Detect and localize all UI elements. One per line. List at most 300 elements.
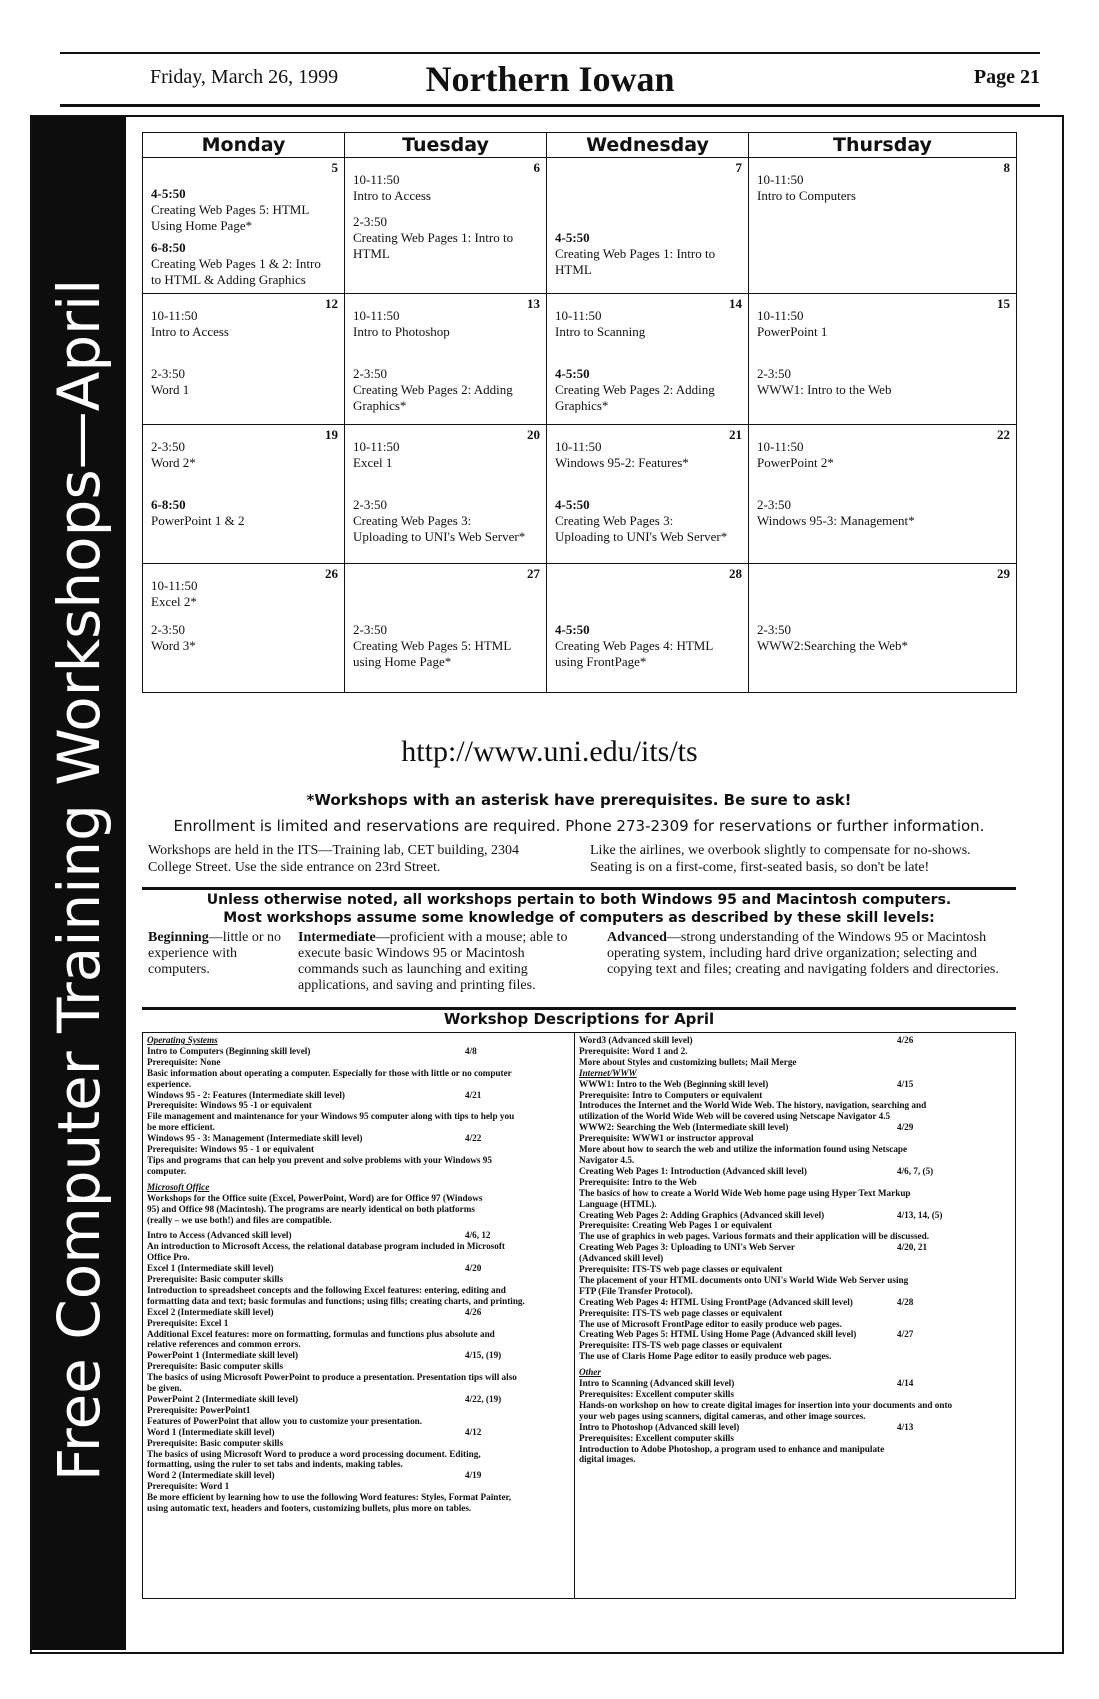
session-dates: 4/12	[465, 1426, 482, 1437]
calendar-week-row	[143, 294, 1017, 425]
session-time: 2-3:50	[353, 366, 387, 381]
workshop-session	[757, 366, 998, 398]
session-title: Intro to Access	[353, 188, 431, 203]
description-line	[579, 1177, 1011, 1188]
description-text: (Advanced skill level)	[579, 1253, 664, 1264]
category-heading	[579, 1367, 1011, 1378]
session-title: Creating Web Pages 4: HTML using FrontPage*	[555, 638, 713, 669]
skill-advanced	[607, 930, 1007, 978]
description-text: Prerequisite: Creating Web Pages 1 or equivalent	[579, 1220, 773, 1231]
description-text: Prerequisite: PowerPoint1	[147, 1404, 251, 1415]
session-time: 10-11:50	[757, 439, 804, 454]
session-time: 10-11:50	[353, 172, 400, 187]
description-text: Creating Web Pages 5: HTML Using Home Page (Advanced skill level)	[579, 1329, 857, 1340]
description-text: Internet/WWW	[579, 1067, 637, 1078]
description-text: Intro to Photoshop (Advanced skill level)	[579, 1421, 740, 1432]
description-text: utilization of the World Wide Web will be covered using Netscape Navigator 4.5	[579, 1111, 891, 1122]
calendar-day-cell	[345, 425, 547, 564]
day-number: 8	[1003, 160, 1010, 175]
day-number: 22	[997, 427, 1010, 442]
description-line	[147, 1405, 570, 1416]
description-text: Basic information about operating a computer. Especially for those with little or no computer	[147, 1067, 512, 1078]
description-text: The basics of how to create a World Wide Web home page using Hyper Text Markup	[579, 1187, 911, 1198]
workshop-session	[151, 186, 326, 234]
description-line	[147, 1449, 570, 1460]
description-line	[147, 1459, 570, 1470]
workshop-session	[555, 308, 730, 340]
session-title: PowerPoint 1	[757, 324, 828, 339]
description-line	[579, 1253, 1011, 1264]
description-text: Prerequisite: ITS-TS web page classes or equivalent	[579, 1340, 783, 1351]
workshop-session	[757, 308, 998, 340]
description-line	[579, 1144, 1011, 1155]
skill-name: Beginning	[148, 930, 209, 945]
issue-date: Friday, March 26, 1999	[150, 66, 339, 88]
description-line	[147, 1252, 570, 1263]
description-line	[147, 1204, 570, 1215]
description-line	[579, 1340, 1011, 1351]
session-time: 10-11:50	[757, 308, 804, 323]
session-title: Creating Web Pages 5: HTML Using Home Page*	[151, 202, 309, 233]
description-text: Excel 2 (Intermediate skill level)	[147, 1306, 274, 1317]
day-number: 5	[331, 160, 338, 175]
description-text: The placement of your HTML documents onto UNI's World Wide Web Server using	[579, 1274, 909, 1285]
description-text: Creating Web Pages 3: Uploading to UNI's Web Server	[579, 1242, 795, 1253]
description-text: Prerequisite: Excel 1	[147, 1317, 229, 1328]
description-text: Be more efficient by learning how to use the following Word features: Styles, Format Painter,	[147, 1492, 512, 1503]
calendar-week-row	[143, 564, 1017, 693]
workshop-session	[353, 622, 528, 670]
skill-text: —little or no experience with computers.	[148, 930, 282, 977]
description-text: Introduces the Internet and the World Wide Web. The history, navigation, searching and	[579, 1100, 927, 1111]
description-text: More about how to search the web and utilize the information found using Netscape	[579, 1144, 908, 1155]
description-text: File management and maintenance for your Windows 95 computer along with tips to help you	[147, 1111, 515, 1122]
description-text: Tips and programs that can help you prevent and solve problems with your Windows 95	[147, 1154, 492, 1165]
descriptions-title: Workshop Descriptions for April	[443, 1010, 715, 1028]
description-text: Prerequisite: ITS-TS web page classes or equivalent	[579, 1307, 783, 1318]
description-text: Introduction to spreadsheet concepts and the following Excel features: entering, editing and	[147, 1284, 506, 1295]
workshop-calendar	[142, 132, 1017, 693]
description-line	[147, 1090, 570, 1101]
session-time: 10-11:50	[353, 439, 400, 454]
description-text: Prerequisite: Intro to Computers or equivalent	[579, 1089, 763, 1100]
description-line	[579, 1286, 1011, 1297]
session-title: Word 3*	[151, 638, 196, 653]
workshop-session	[353, 172, 528, 204]
calendar-day-cell	[547, 425, 749, 564]
masthead	[60, 52, 1040, 107]
description-text: The use of Claris Home Page editor to easily produce web pages.	[579, 1351, 832, 1362]
description-text: Creating Web Pages 1: Introduction (Advanced skill level)	[579, 1165, 807, 1176]
session-dates: 4/19	[465, 1470, 482, 1481]
description-line	[147, 1394, 570, 1405]
description-line	[579, 1389, 1011, 1400]
description-text: The basics of using Microsoft Word to produce a word processing document. Editing,	[147, 1448, 481, 1459]
session-dates: 4/15, (19)	[465, 1350, 502, 1361]
description-text: Excel 1 (Intermediate skill level)	[147, 1263, 274, 1274]
description-text: Workshops for the Office suite (Excel, PowerPoint, Word) are for Office 97 (Windows	[147, 1192, 483, 1203]
description-text: Prerequisites: Excellent computer skills	[579, 1432, 734, 1443]
session-time: 10-11:50	[151, 308, 198, 323]
description-line	[579, 1454, 1011, 1465]
description-text: PowerPoint 2 (Intermediate skill level)	[147, 1394, 299, 1404]
session-time: 4-5:50	[555, 622, 590, 637]
skill-name: Intermediate	[298, 930, 376, 945]
description-text: Prerequisite: None	[147, 1056, 221, 1067]
skill-text: —proficient with a mouse; able to execute basic Windows 95 or Macintosh commands such as launching and exiting applications, and saving and printing files.	[298, 930, 568, 993]
description-line	[147, 1492, 570, 1503]
session-time: 2-3:50	[353, 622, 387, 637]
session-time: 10-11:50	[555, 439, 602, 454]
session-dates: 4/26	[897, 1035, 914, 1045]
location-note: Workshops are held in the ITS—Training lab, CET building, 2304 College Street. Use the side entrance on 23rd Street.	[148, 843, 520, 875]
description-line	[147, 1481, 570, 1492]
calendar-header-row	[143, 133, 1017, 158]
description-line	[147, 1372, 570, 1383]
session-dates: 4/29	[897, 1122, 914, 1133]
session-time: 2-3:50	[757, 622, 791, 637]
description-line	[579, 1297, 1011, 1308]
calendar-week-row	[143, 425, 1017, 564]
description-line	[579, 1351, 1011, 1362]
description-text: Navigator 4.5.	[579, 1154, 635, 1165]
day-number: 21	[729, 427, 742, 442]
day-number: 13	[527, 296, 540, 311]
description-line	[579, 1264, 1011, 1275]
description-text: Language (HTML).	[579, 1198, 657, 1209]
description-text: your web pages using scanners, digital cameras, and other image sources.	[579, 1410, 866, 1421]
description-line	[147, 1166, 570, 1177]
description-text: Intro to Access (Advanced skill level)	[147, 1230, 292, 1241]
calendar-day-cell	[143, 158, 345, 294]
session-time: 6-8:50	[151, 497, 186, 512]
description-line	[147, 1046, 570, 1057]
day-number: 19	[325, 427, 338, 442]
session-time: 2-3:50	[353, 497, 387, 512]
description-line	[579, 1210, 1011, 1221]
description-text: Operating Systems	[147, 1035, 218, 1045]
description-line	[147, 1438, 570, 1449]
description-text: Prerequisite: Basic computer skills	[147, 1361, 284, 1372]
description-line	[147, 1416, 570, 1427]
session-time: 10-11:50	[353, 308, 400, 323]
session-title: Windows 95-3: Management*	[757, 513, 915, 528]
session-dates: 4/8	[465, 1045, 477, 1056]
description-text: digital images.	[579, 1454, 636, 1465]
day-number: 12	[325, 296, 338, 311]
divider	[142, 887, 1016, 890]
workshop-session	[151, 366, 326, 398]
description-text: formatting data and text; basic formulas and functions; using fills; creating charts, and printing.	[147, 1295, 525, 1306]
description-text: Prerequisite: Windows 95 - 1 or equivalent	[147, 1144, 315, 1155]
description-text: Prerequisite: Basic computer skills	[147, 1274, 284, 1285]
description-line	[147, 1274, 570, 1285]
session-title: WWW2:Searching the Web*	[757, 638, 909, 653]
description-line	[579, 1122, 1011, 1133]
skill-beginning	[148, 930, 286, 978]
calendar-day-cell	[749, 425, 1017, 564]
description-text: Additional Excel features: more on formatting, formulas and functions plus absolute and	[147, 1328, 495, 1339]
workshop-session	[555, 497, 730, 545]
description-text: Word 1 (Intermediate skill level)	[147, 1426, 275, 1437]
session-title: Creating Web Pages 3: Uploading to UNI's Web Server*	[353, 513, 526, 544]
session-title: Excel 1	[353, 455, 393, 470]
day-number: 28	[729, 566, 742, 581]
description-line	[579, 1433, 1011, 1444]
workshop-session	[151, 308, 326, 340]
description-text: Prerequisite: Word 1	[147, 1481, 230, 1492]
description-line	[579, 1231, 1011, 1242]
description-line	[147, 1241, 570, 1252]
session-time: 4-5:50	[555, 230, 590, 245]
description-text: formatting, using the ruler to set tabs and indents, making tables.	[147, 1459, 403, 1470]
description-text: The use of graphics in web pages. Various formats and their application will be discussed.	[579, 1231, 930, 1242]
session-time: 6-8:50	[151, 240, 186, 255]
page-number: Page 21	[973, 66, 1040, 88]
day-number: 29	[997, 566, 1010, 581]
calendar-day-cell	[345, 294, 547, 425]
description-line	[579, 1220, 1011, 1231]
session-dates: 4/20	[465, 1263, 482, 1274]
description-line	[147, 1122, 570, 1133]
workshop-session	[353, 308, 528, 340]
descriptions-left-column	[142, 1032, 575, 1599]
category-heading	[579, 1068, 1011, 1079]
session-title: Creating Web Pages 2: Adding Graphics*	[353, 382, 513, 413]
description-line	[147, 1503, 570, 1514]
description-text: Office Pro.	[147, 1252, 190, 1263]
description-line	[579, 1111, 1011, 1122]
session-time: 2-3:50	[151, 622, 185, 637]
description-text: Prerequisite: Intro to the Web	[579, 1176, 697, 1187]
description-text: relative references and common errors.	[147, 1339, 301, 1350]
description-line	[147, 1057, 570, 1068]
description-line	[579, 1155, 1011, 1166]
day-number: 26	[325, 566, 338, 581]
sidebar-title: Free Computer Training Workshops—April	[45, 278, 113, 1482]
description-text: Features of PowerPoint that allow you to customize your presentation.	[147, 1415, 423, 1426]
session-dates: 4/13, 14, (5)	[897, 1209, 943, 1220]
description-line	[579, 1188, 1011, 1199]
session-title: Word 2*	[151, 455, 196, 470]
session-dates: 4/22	[465, 1133, 482, 1144]
description-text: Prerequisite: Basic computer skills	[147, 1437, 284, 1448]
session-dates: 4/26	[465, 1306, 482, 1317]
description-line	[147, 1079, 570, 1090]
description-line	[147, 1427, 570, 1438]
description-text: Hands-on workshop on how to create digital images for insertion into your documents and onto	[579, 1399, 953, 1410]
workshop-session	[757, 622, 998, 654]
descriptions-right-column	[575, 1032, 1016, 1599]
description-line	[147, 1068, 570, 1079]
description-line	[147, 1111, 570, 1122]
description-text: Windows 95 - 2: Features (Intermediate skill level)	[147, 1089, 345, 1100]
description-text: Prerequisite: ITS-TS web page classes or equivalent	[579, 1264, 783, 1275]
description-line	[147, 1100, 570, 1111]
day-header: Thursday	[749, 133, 1017, 158]
workshop-session	[757, 172, 998, 204]
session-time: 10-11:50	[555, 308, 602, 323]
category-heading	[147, 1182, 570, 1193]
description-text: Prerequisite: Word 1 and 2.	[579, 1045, 688, 1056]
description-line	[579, 1411, 1011, 1422]
description-line	[579, 1046, 1011, 1057]
calendar-day-cell	[547, 158, 749, 294]
description-line	[579, 1422, 1011, 1433]
description-text: Word 2 (Intermediate skill level)	[147, 1470, 275, 1481]
description-text: The basics of using Microsoft PowerPoint to produce a presentation. Presentation tips will also	[147, 1372, 517, 1383]
description-line	[147, 1133, 570, 1144]
description-line	[579, 1090, 1011, 1101]
description-line	[579, 1079, 1011, 1090]
description-text: Prerequisite: Windows 95 -1 or equivalent	[147, 1100, 312, 1111]
day-number: 15	[997, 296, 1010, 311]
workshop-session	[353, 214, 528, 262]
workshop-session	[353, 439, 528, 471]
session-dates: 4/15	[897, 1078, 914, 1089]
description-line	[147, 1361, 570, 1372]
session-time: 2-3:50	[151, 439, 185, 454]
calendar-day-cell	[749, 564, 1017, 693]
category-heading	[147, 1035, 570, 1046]
description-line	[147, 1155, 570, 1166]
session-title: Creating Web Pages 5: HTML using Home Page*	[353, 638, 511, 669]
workshop-session	[353, 497, 528, 545]
description-line	[147, 1263, 570, 1274]
workshop-session	[151, 439, 326, 471]
session-title: WWW1: Intro to the Web	[757, 382, 892, 397]
workshop-session	[555, 366, 730, 414]
description-line	[147, 1329, 570, 1340]
session-time: 2-3:50	[353, 214, 387, 229]
description-text: Creating Web Pages 2: Adding Graphics (Advanced skill level)	[579, 1209, 825, 1220]
skill-intermediate	[298, 930, 588, 994]
description-text: be given.	[147, 1383, 182, 1394]
day-header: Monday	[143, 133, 345, 158]
calendar-day-cell	[143, 294, 345, 425]
description-text: FTP (File Transfer Protocol).	[579, 1285, 693, 1296]
day-header: Tuesday	[345, 133, 547, 158]
its-url: http://www.uni.edu/its/ts	[401, 735, 698, 768]
description-text: Word3 (Advanced skill level)	[579, 1035, 693, 1045]
workshop-session	[555, 230, 730, 278]
calendar-day-cell	[547, 294, 749, 425]
skill-text: —strong understanding of the Windows 95 or Macintosh operating system, including hard drive organization; selecting and copying text and files; creating and navigating folders and directories.	[607, 930, 999, 977]
calendar-week-row	[143, 158, 1017, 294]
workshop-session	[151, 497, 326, 529]
session-dates: 4/6, 12	[465, 1230, 491, 1241]
session-dates: 4/14	[897, 1378, 914, 1389]
description-line	[579, 1275, 1011, 1286]
calendar-day-cell	[547, 564, 749, 693]
workshop-session	[555, 439, 730, 471]
session-title: Word 1	[151, 382, 190, 397]
description-line	[579, 1400, 1011, 1411]
skill-name: Advanced	[607, 930, 667, 945]
description-text: Prerequisite: WWW1 or instructor approval	[579, 1133, 754, 1144]
workshop-session	[151, 578, 326, 610]
session-title: Creating Web Pages 1 & 2: Intro to HTML & Adding Graphics	[151, 256, 321, 287]
description-text: be more efficient.	[147, 1122, 215, 1133]
newspaper-title: Northern Iowan	[425, 59, 675, 99]
description-text: WWW1: Intro to the Web (Beginning skill level)	[579, 1078, 769, 1089]
description-text: The use of Microsoft FrontPage editor to easily produce web pages.	[579, 1318, 842, 1329]
session-title: Creating Web Pages 1: Intro to HTML	[353, 230, 514, 261]
session-dates: 4/22, (19)	[465, 1394, 502, 1404]
session-title: PowerPoint 2*	[757, 455, 834, 470]
description-line	[147, 1215, 570, 1226]
description-line	[579, 1057, 1011, 1068]
description-text: Creating Web Pages 4: HTML Using FrontPage (Advanced skill level)	[579, 1296, 853, 1307]
description-line	[147, 1307, 570, 1318]
workshop-session	[555, 622, 730, 670]
session-title: Creating Web Pages 2: Adding Graphics*	[555, 382, 715, 413]
session-title: Creating Web Pages 1: Intro to HTML	[555, 246, 716, 277]
platform-note: Unless otherwise noted, all workshops pertain to both Windows 95 and Macintosh computers.	[206, 892, 952, 908]
workshop-session	[151, 240, 326, 288]
description-line	[579, 1199, 1011, 1210]
session-time: 4-5:50	[555, 497, 590, 512]
calendar-day-cell	[345, 158, 547, 294]
calendar-day-cell	[143, 564, 345, 693]
session-dates: 4/28	[897, 1296, 914, 1307]
calendar-day-cell	[143, 425, 345, 564]
session-time: 10-11:50	[151, 578, 198, 593]
description-text: (really – we use both!) and files are compatible.	[147, 1214, 332, 1225]
description-text: PowerPoint 1 (Intermediate skill level)	[147, 1350, 299, 1361]
description-line	[147, 1318, 570, 1329]
session-title: PowerPoint 1 & 2	[151, 513, 245, 528]
description-line	[579, 1100, 1011, 1111]
session-time: 2-3:50	[151, 366, 185, 381]
description-text: Intro to Scanning (Advanced skill level)	[579, 1378, 735, 1389]
day-number: 20	[527, 427, 540, 442]
description-text: Other	[579, 1367, 601, 1378]
session-time: 4-5:50	[151, 186, 186, 201]
description-line	[147, 1383, 570, 1394]
session-title: Intro to Access	[151, 324, 229, 339]
calendar-day-cell	[749, 158, 1017, 294]
session-dates: 4/21	[465, 1089, 482, 1100]
description-text: Intro to Computers (Beginning skill level)	[147, 1045, 311, 1056]
session-dates: 4/6, 7, (5)	[897, 1165, 934, 1176]
description-line	[147, 1230, 570, 1241]
session-time: 10-11:50	[757, 172, 804, 187]
description-text: Introduction to Adobe Photoshop, a program used to enhance and manipulate	[579, 1443, 885, 1454]
description-line	[579, 1329, 1011, 1340]
description-line	[147, 1193, 570, 1204]
description-line	[579, 1133, 1011, 1144]
description-line	[147, 1350, 570, 1361]
workshop-session	[151, 622, 326, 654]
day-header: Wednesday	[547, 133, 749, 158]
description-line	[579, 1242, 1011, 1253]
enrollment-note: Enrollment is limited and reservations are required. Phone 273-2309 for reservations or further information.	[173, 817, 985, 835]
description-text: computer.	[147, 1165, 187, 1176]
session-title: Intro to Scanning	[555, 324, 646, 339]
description-text: Microsoft Office	[147, 1181, 210, 1192]
description-line	[579, 1378, 1011, 1389]
description-text: 95) and Office 98 (Macintosh). The programs are nearly identical on both platforms	[147, 1203, 475, 1214]
description-line	[147, 1470, 570, 1481]
calendar-day-cell	[345, 564, 547, 693]
session-title: Excel 2*	[151, 594, 197, 609]
day-number: 7	[735, 160, 742, 175]
workshop-session	[353, 366, 528, 414]
description-text: WWW2: Searching the Web (Intermediate skill level)	[579, 1122, 789, 1133]
session-time: 2-3:50	[757, 497, 791, 512]
day-number: 6	[533, 160, 540, 175]
